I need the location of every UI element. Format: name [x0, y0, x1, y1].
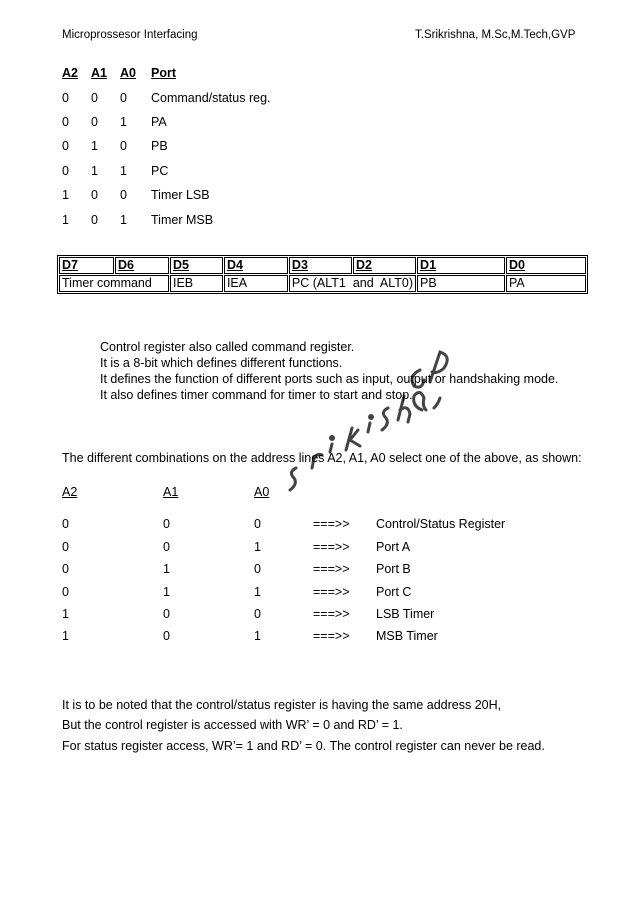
- address-cell: 0: [254, 517, 261, 531]
- port-table-header-a2: A2: [62, 66, 78, 80]
- address-cell: 1: [163, 562, 170, 576]
- address-arrow: ===>>: [313, 562, 350, 576]
- address-cell: 0: [254, 607, 261, 621]
- address-target: Port A: [376, 540, 411, 554]
- port-table-cell: 0: [91, 115, 98, 129]
- address-cell: 1: [62, 607, 69, 621]
- bit-field-pa: PA: [506, 275, 586, 292]
- port-table-cell: 1: [62, 188, 69, 202]
- address-header-a2: A2: [62, 485, 78, 499]
- address-arrow: ===>>: [313, 629, 350, 643]
- port-table-header-a0: A0: [120, 66, 136, 80]
- header-left: Microprossesor Interfacing: [62, 29, 198, 41]
- port-table-cell: 0: [120, 91, 127, 105]
- address-header-a0: A0: [254, 485, 270, 499]
- address-cell: 0: [254, 562, 261, 576]
- description-line: It also defines timer command for timer to start and stop.: [100, 388, 413, 402]
- address-target: Port C: [376, 585, 412, 599]
- header-right: T.Srikrishna, M.Sc,M.Tech,GVP: [415, 29, 576, 41]
- port-table-cell: 0: [91, 91, 98, 105]
- bit-header-d4: D4: [224, 257, 288, 274]
- address-cell: 0: [163, 517, 170, 531]
- bit-header-d1: D1: [417, 257, 505, 274]
- address-cell: 0: [163, 540, 170, 554]
- address-arrow: ===>>: [313, 607, 350, 621]
- port-table-header-a1: A1: [91, 66, 107, 80]
- bit-header-d5: D5: [170, 257, 223, 274]
- bit-header-d7: D7: [59, 257, 114, 274]
- address-arrow: ===>>: [313, 517, 350, 531]
- address-target: Port B: [376, 562, 411, 576]
- address-cell: 0: [62, 517, 69, 531]
- port-table-cell: Timer MSB: [151, 213, 214, 227]
- description-line: Control register also called command register.: [100, 340, 355, 354]
- address-header-a1: A1: [163, 485, 179, 499]
- combinations-intro: The different combinations on the address lines A2, A1, A0 select one of the above, as shown:: [62, 451, 582, 465]
- description-line: It defines the function of different ports such as input, output or handshaking mode.: [100, 372, 559, 386]
- port-table-cell: 1: [120, 115, 127, 129]
- port-table-cell: 0: [62, 164, 69, 178]
- port-table-cell: PA: [151, 115, 167, 129]
- bit-field-pc: PC (ALT1 and ALT0): [289, 275, 416, 292]
- address-cell: 0: [62, 562, 69, 576]
- bit-header-d6: D6: [115, 257, 169, 274]
- address-cell: 0: [62, 540, 69, 554]
- port-table-cell: PC: [151, 164, 169, 178]
- address-cell: 0: [62, 585, 69, 599]
- port-table-cell: 0: [62, 91, 69, 105]
- bit-field-pb: PB: [417, 275, 505, 292]
- port-table-cell: Command/status reg.: [151, 91, 271, 105]
- address-arrow: ===>>: [313, 585, 350, 599]
- address-cell: 1: [163, 585, 170, 599]
- port-table-cell: 0: [120, 188, 127, 202]
- port-table-cell: 0: [62, 139, 69, 153]
- note-line: For status register access, WR’= 1 and RD’ = 0. The control register can never be read.: [62, 739, 545, 753]
- port-table-cell: Timer LSB: [151, 188, 210, 202]
- port-table-cell: 0: [91, 213, 98, 227]
- address-cell: 1: [62, 629, 69, 643]
- address-cell: 1: [254, 540, 261, 554]
- note-line: But the control register is accessed with WR’ = 0 and RD’ = 1.: [62, 718, 403, 732]
- note-line: It is to be noted that the control/status register is having the same address 20H,: [62, 698, 502, 712]
- port-table-cell: 1: [62, 213, 69, 227]
- port-table-cell: 1: [120, 164, 127, 178]
- address-target: LSB Timer: [376, 607, 435, 621]
- port-table-cell: 0: [91, 188, 98, 202]
- port-table-cell: 0: [62, 115, 69, 129]
- bit-field-timer-command: Timer command: [59, 275, 169, 292]
- bit-field-ieb: IEB: [170, 275, 223, 292]
- port-table-header-port: Port: [151, 66, 176, 80]
- address-arrow: ===>>: [313, 540, 350, 554]
- bit-field-iea: IEA: [224, 275, 288, 292]
- address-target: MSB Timer: [376, 629, 438, 643]
- port-table-cell: 1: [91, 139, 98, 153]
- address-cell: 1: [254, 629, 261, 643]
- port-table-cell: 1: [120, 213, 127, 227]
- address-cell: 0: [163, 607, 170, 621]
- description-line: It is a 8-bit which defines different functions.: [100, 356, 343, 370]
- bit-header-d3: D3: [289, 257, 352, 274]
- register-bit-table: [57, 255, 588, 294]
- address-target: Control/Status Register: [376, 517, 506, 531]
- address-cell: 0: [163, 629, 170, 643]
- address-cell: 1: [254, 585, 261, 599]
- port-table-cell: 1: [91, 164, 98, 178]
- bit-header-d0: D0: [506, 257, 586, 274]
- port-table-cell: PB: [151, 139, 168, 153]
- port-table-cell: 0: [120, 139, 127, 153]
- bit-header-d2: D2: [353, 257, 416, 274]
